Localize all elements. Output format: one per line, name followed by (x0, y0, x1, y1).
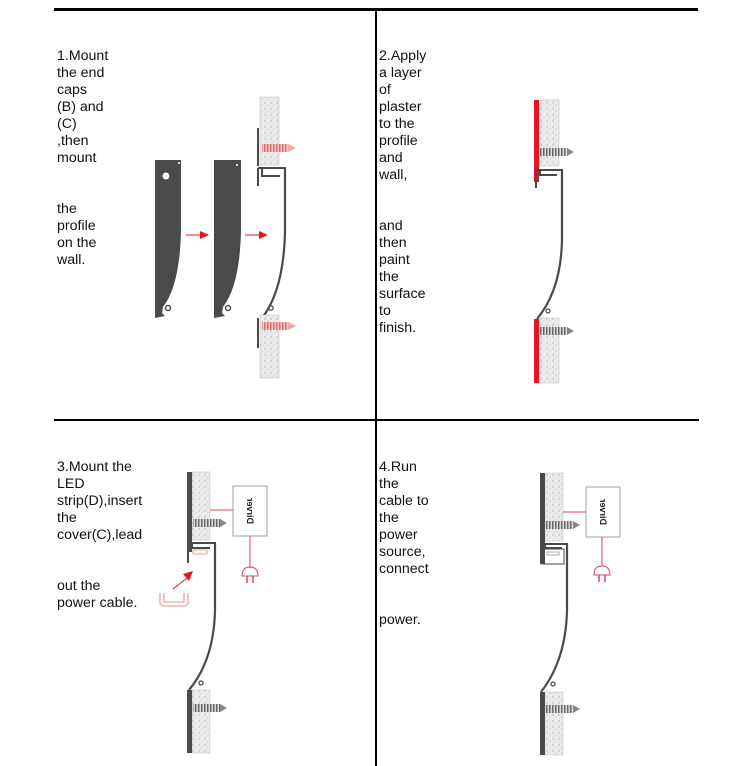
power-plug-icon (594, 566, 610, 582)
step-4-caption-line1: 4.Run the cable to the power source, connect (379, 459, 433, 577)
wall-section-upper (540, 473, 580, 564)
step-2-caption-line2: and then paint the surface to finish. (379, 218, 430, 336)
driver-label: Dirver (245, 498, 255, 525)
step-1-caption-line1: 1.Mount the end caps (B) and (C) ,then mount (57, 48, 113, 166)
aluminum-profile (541, 544, 567, 692)
driver-label: Dirver (598, 499, 608, 526)
step-3-caption-line2: out the power cable. (57, 578, 138, 611)
step-1-caption-line2: the profile on the wall. (57, 201, 101, 268)
step-4-caption-line2: power. (379, 612, 421, 628)
step-2-caption-line1: 2.Apply a layer of plaster to the profile and wall, (379, 48, 431, 183)
led-strip-icon (547, 552, 559, 555)
wall-section-lower (540, 692, 580, 755)
step-3-caption-line1: 3.Mount the LED strip(D),insert the cover(C),lead (57, 459, 147, 543)
cover-c-installed (542, 549, 564, 564)
